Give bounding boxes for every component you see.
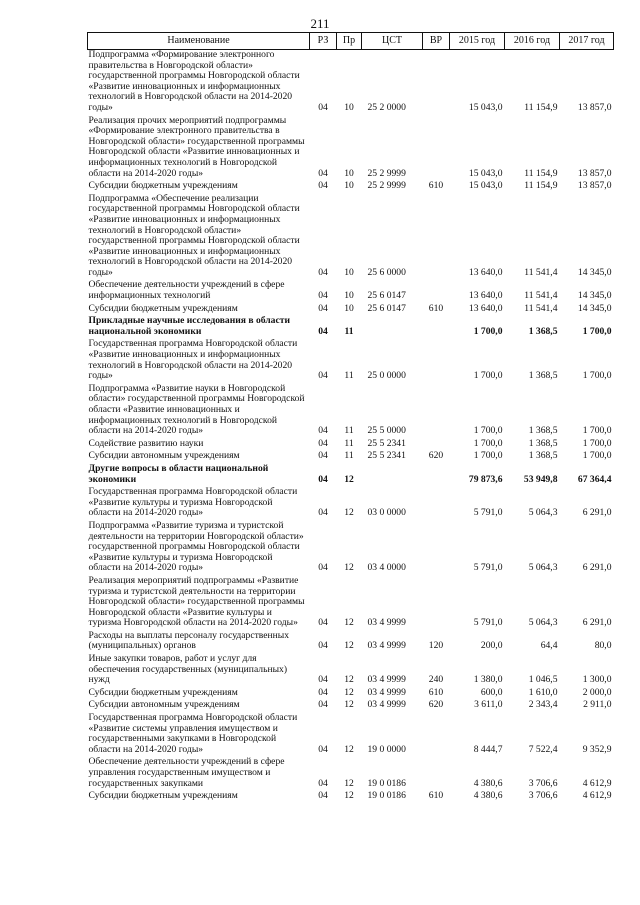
row-value-2016: 1 368,5: [528, 425, 558, 437]
row-value-2015: 1 380,0: [473, 674, 503, 686]
row-vr: [423, 437, 450, 450]
table-row: [88, 449, 614, 462]
row-cst: [362, 314, 423, 337]
row-rz: 04: [318, 777, 328, 789]
row-rz: 04: [318, 425, 328, 437]
row-vr: 620: [428, 450, 444, 462]
table-row: [88, 711, 614, 755]
table-row: [88, 686, 614, 699]
table-row: [88, 629, 614, 652]
row-pr: 12: [344, 640, 354, 652]
row-value-2016: 3 706,6: [528, 777, 558, 789]
row-rz: 04: [318, 302, 328, 314]
row-cst: 19 0 0186: [367, 790, 406, 802]
row-cst: 25 5 2341: [367, 450, 406, 462]
row-value-2016: 11 154,9: [524, 101, 558, 113]
row-value-2015: 13 640,0: [468, 290, 503, 302]
row-value-2016: 1 046,5: [528, 674, 558, 686]
row-pr: 11: [344, 437, 354, 449]
table-row: [88, 114, 614, 180]
table-row: [88, 179, 614, 192]
header-2017: 2017 год: [560, 33, 614, 50]
row-value-2016: 1 368,5: [528, 325, 558, 337]
row-value-2015: 1 700,0: [473, 370, 503, 382]
row-value-2016: 5 064,3: [528, 562, 558, 574]
row-value-2017: 14 345,0: [577, 266, 612, 278]
row-value-2015: 3 611,0: [474, 699, 503, 711]
row-name: Субсидии бюджетным учреждениям: [88, 790, 238, 802]
table-row: [88, 789, 614, 802]
row-value-2016: 2 343,4: [528, 699, 558, 711]
row-pr: 10: [344, 302, 354, 314]
row-value-2017: 67 364,4: [577, 473, 612, 485]
row-name: Содействие развитию науки: [88, 437, 204, 449]
row-cst: 25 6 0147: [367, 302, 406, 314]
row-value-2016: 11 154,9: [524, 167, 558, 179]
row-name: Иные закупки товаров, работ и услуг для обеспечения государственных (муниципальных) нужд: [88, 653, 288, 686]
row-pr: 10: [344, 266, 354, 278]
table-row: [88, 652, 614, 686]
table-row: [88, 755, 614, 789]
row-rz: 04: [318, 473, 328, 485]
row-pr: 10: [344, 180, 354, 192]
row-rz: 04: [318, 790, 328, 802]
row-vr: 610: [428, 686, 444, 698]
row-cst: 03 4 9999: [367, 674, 406, 686]
row-rz: 04: [318, 266, 328, 278]
row-name: Подпрограмма «Развитие науки в Новгородской области» государственной программы Новгородской области «Развитие инновационных и информационных технологий в Новгородской области на 2014-2020 годы»: [88, 382, 305, 437]
row-pr: 12: [344, 617, 354, 629]
table-row: [88, 337, 614, 381]
row-pr: 12: [344, 790, 354, 802]
row-value-2016: 3 706,6: [528, 790, 558, 802]
row-cst: 25 2 9999: [367, 167, 406, 179]
row-value-2015: 15 043,0: [468, 101, 503, 113]
row-name: Обеспечение деятельности учреждений в сфере информационных технологий: [88, 279, 285, 302]
table-body: [88, 50, 614, 802]
row-rz: 04: [318, 743, 328, 755]
row-pr: 12: [344, 674, 354, 686]
row-rz: 04: [318, 101, 328, 113]
row-cst: 03 4 9999: [367, 640, 406, 652]
row-name: Расходы на выплаты персоналу государственных (муниципальных) органов: [88, 629, 290, 652]
row-rz: 04: [318, 617, 328, 629]
row-value-2015: 13 640,0: [468, 302, 503, 314]
row-pr: 10: [344, 290, 354, 302]
row-value-2015: 600,0: [480, 686, 503, 698]
row-value-2015: 200,0: [480, 640, 503, 652]
row-value-2017: 1 700,0: [582, 370, 612, 382]
row-value-2017: 14 345,0: [577, 290, 612, 302]
row-value-2016: 11 541,4: [524, 290, 558, 302]
row-value-2017: 9 352,9: [582, 743, 612, 755]
row-vr: 610: [428, 302, 444, 314]
row-value-2017: 80,0: [594, 640, 612, 652]
row-cst: 19 0 0186: [367, 777, 406, 789]
row-value-2015: 15 043,0: [468, 180, 503, 192]
table-row: [88, 192, 614, 279]
row-name: Прикладные научные исследования в области национальной экономики: [88, 315, 290, 337]
row-value-2017: 4 612,9: [582, 777, 612, 789]
row-value-2015: 4 380,6: [473, 777, 503, 789]
row-value-2016: 1 368,5: [528, 370, 558, 382]
row-value-2017: 1 700,0: [582, 425, 612, 437]
table-header-row: [88, 33, 614, 50]
table-row: [88, 50, 614, 114]
row-cst: 25 5 2341: [367, 437, 406, 449]
row-rz: 04: [318, 674, 328, 686]
row-value-2016: 11 154,9: [524, 180, 558, 192]
row-rz: 04: [318, 686, 328, 698]
row-pr: 10: [344, 167, 354, 179]
row-vr: [423, 755, 450, 789]
row-pr: 12: [344, 699, 354, 711]
row-vr: [423, 519, 450, 574]
row-vr: [423, 278, 450, 301]
row-rz: 04: [318, 180, 328, 192]
row-name: Другие вопросы в области национальной экономики: [88, 462, 269, 485]
row-cst: 25 2 9999: [367, 180, 406, 192]
row-value-2017: 2 911,0: [583, 699, 612, 711]
row-vr: 610: [428, 790, 444, 802]
row-cst: 25 2 0000: [367, 101, 406, 113]
row-value-2015: 13 640,0: [468, 266, 503, 278]
row-value-2016: 1 368,5: [528, 450, 558, 462]
row-value-2017: 13 857,0: [577, 180, 612, 192]
row-name: Государственная программа Новгородской области «Развитие инновационных и информационных технологий в Новгородской области на 2014-2020 годы»: [88, 338, 298, 382]
row-value-2015: 79 873,6: [468, 473, 503, 485]
row-vr: [423, 314, 450, 337]
row-vr: [423, 574, 450, 629]
header-name: Наименование: [88, 33, 310, 50]
row-value-2017: 14 345,0: [577, 302, 612, 314]
row-pr: 12: [344, 562, 354, 574]
row-name: Субсидии автономным учреждениям: [88, 450, 240, 462]
header-2016: 2016 год: [505, 33, 560, 50]
row-pr: 12: [344, 473, 354, 485]
row-vr: [423, 192, 450, 279]
row-cst: 03 0 0000: [367, 507, 406, 519]
row-value-2015: 5 791,0: [473, 562, 503, 574]
row-value-2017: 6 291,0: [582, 507, 612, 519]
row-value-2016: 53 949,8: [523, 473, 558, 485]
row-vr: [423, 485, 450, 519]
row-value-2017: 13 857,0: [577, 167, 612, 179]
row-rz: 04: [318, 437, 328, 449]
row-cst: 25 6 0000: [367, 266, 406, 278]
row-name: Субсидии бюджетным учреждениям: [88, 180, 238, 192]
row-value-2016: 1 610,0: [528, 686, 558, 698]
row-vr: 240: [428, 674, 444, 686]
row-cst: [362, 462, 423, 485]
row-name: Реализация мероприятий подпрограммы «Развитие туризма и туристской деятельности на территории Новгородской области» государственной программы Новгородской области «Развитие культуры и туризма Новгородской области на 2014-2020 годы»: [88, 574, 305, 629]
row-cst: 25 5 0000: [367, 425, 406, 437]
budget-table: [87, 32, 614, 802]
row-cst: 19 0 0000: [367, 743, 406, 755]
row-pr: 11: [344, 370, 354, 382]
row-name: Подпрограмма «Развитие туризма и туристской деятельности на территории Новгородской области» государственной программы Новгородской области «Развитие культуры и туризма Новгородской области на 2014-2020 годы»: [88, 519, 304, 574]
row-rz: 04: [318, 699, 328, 711]
row-value-2017: 6 291,0: [582, 617, 612, 629]
table-row: [88, 278, 614, 301]
table-row: [88, 462, 614, 485]
row-vr: [423, 50, 450, 114]
row-vr: 610: [428, 180, 444, 192]
row-name: Обеспечение деятельности учреждений в сфере управления государственным имуществом и государственных закупками: [88, 756, 285, 789]
row-name: Государственная программа Новгородской области «Развитие системы управления имуществом и государственными закупками в Новгородской области на 2014-2020 годы»: [88, 712, 298, 755]
row-value-2015: 8 444,7: [473, 743, 503, 755]
row-value-2015: 1 700,0: [473, 437, 503, 449]
row-name: Государственная программа Новгородской области «Развитие культуры и туризма Новгородской области на 2014-2020 годы»: [88, 486, 298, 519]
row-cst: 25 6 0147: [367, 290, 406, 302]
table-row: [88, 437, 614, 450]
row-pr: 12: [344, 777, 354, 789]
row-name: Субсидии бюджетным учреждениям: [88, 302, 238, 314]
row-pr: 11: [344, 325, 354, 337]
row-value-2015: 15 043,0: [468, 167, 503, 179]
row-value-2015: 1 700,0: [473, 450, 503, 462]
row-cst: 03 4 9999: [367, 686, 406, 698]
table-row: [88, 698, 614, 711]
row-rz: 04: [318, 507, 328, 519]
row-vr: [423, 462, 450, 485]
row-value-2016: 11 541,4: [524, 302, 558, 314]
row-value-2016: 11 541,4: [524, 266, 558, 278]
row-rz: 04: [318, 370, 328, 382]
row-value-2017: 2 000,0: [582, 686, 612, 698]
table-row: [88, 519, 614, 574]
row-pr: 10: [344, 101, 354, 113]
row-vr: [423, 382, 450, 437]
row-name: Подпрограмма «Формирование электронного правительства в Новгородской области» государственной программы Новгородской области «Развитие инновационных и информационных технологий в Новгородской области на 2014-2020 годы»: [88, 49, 300, 113]
row-vr: 120: [428, 640, 444, 652]
row-vr: [423, 337, 450, 381]
header-2015: 2015 год: [450, 33, 505, 50]
row-name: Подпрограмма «Обеспечение реализации государственной программы Новгородской области «Развитие инновационных и информационных технологий в Новгородской области» государственной программы Новгородской области «Развитие инновационных и информационных технологий в Новгородской области на 2014-2020 годы»: [88, 192, 300, 278]
table-row: [88, 302, 614, 315]
row-vr: [423, 711, 450, 755]
header-rz: РЗ: [310, 33, 337, 50]
row-value-2016: 64,4: [540, 640, 558, 652]
row-value-2016: 1 368,5: [528, 437, 558, 449]
row-rz: 04: [318, 325, 328, 337]
row-value-2016: 5 064,3: [528, 507, 558, 519]
row-value-2016: 7 522,4: [528, 743, 558, 755]
header-cst: ЦСТ: [362, 33, 423, 50]
row-vr: 620: [428, 699, 444, 711]
row-pr: 11: [344, 450, 354, 462]
row-value-2017: 1 700,0: [582, 325, 612, 337]
row-pr: 12: [344, 507, 354, 519]
row-cst: 03 4 0000: [367, 562, 406, 574]
row-name: Реализация прочих мероприятий подпрограммы «Формирование электронного правительства в Новгородской области» государственной программы Новгородской области «Развитие инновационных и информационных технологий в Новгородской области на 2014-2020 годы»: [88, 114, 305, 179]
row-value-2015: 4 380,6: [473, 790, 503, 802]
table-row: [88, 485, 614, 519]
row-value-2015: 5 791,0: [473, 507, 503, 519]
row-cst: 25 0 0000: [367, 370, 406, 382]
row-name: Субсидии бюджетным учреждениям: [88, 686, 238, 698]
row-rz: 04: [318, 562, 328, 574]
row-cst: 03 4 9999: [367, 617, 406, 629]
row-vr: [423, 114, 450, 180]
row-value-2015: 1 700,0: [473, 325, 503, 337]
row-value-2017: 4 612,9: [582, 790, 612, 802]
row-rz: 04: [318, 640, 328, 652]
table-row: [88, 574, 614, 629]
row-value-2015: 1 700,0: [473, 425, 503, 437]
header-pr: Пр: [337, 33, 362, 50]
page-number: 211: [310, 16, 330, 31]
row-value-2017: 1 700,0: [582, 437, 612, 449]
row-value-2016: 5 064,3: [528, 617, 558, 629]
table-row: [88, 382, 614, 437]
row-pr: 12: [344, 743, 354, 755]
row-value-2017: 1 700,0: [582, 450, 612, 462]
row-name: Субсидии автономным учреждениям: [88, 699, 240, 711]
row-rz: 04: [318, 290, 328, 302]
row-value-2015: 5 791,0: [473, 617, 503, 629]
table-row: [88, 314, 614, 337]
header-vr: ВР: [423, 33, 450, 50]
row-rz: 04: [318, 450, 328, 462]
row-value-2017: 6 291,0: [582, 562, 612, 574]
row-rz: 04: [318, 167, 328, 179]
row-cst: 03 4 9999: [367, 699, 406, 711]
row-value-2017: 1 300,0: [582, 674, 612, 686]
row-value-2017: 13 857,0: [577, 101, 612, 113]
row-pr: 12: [344, 686, 354, 698]
row-pr: 11: [344, 425, 354, 437]
